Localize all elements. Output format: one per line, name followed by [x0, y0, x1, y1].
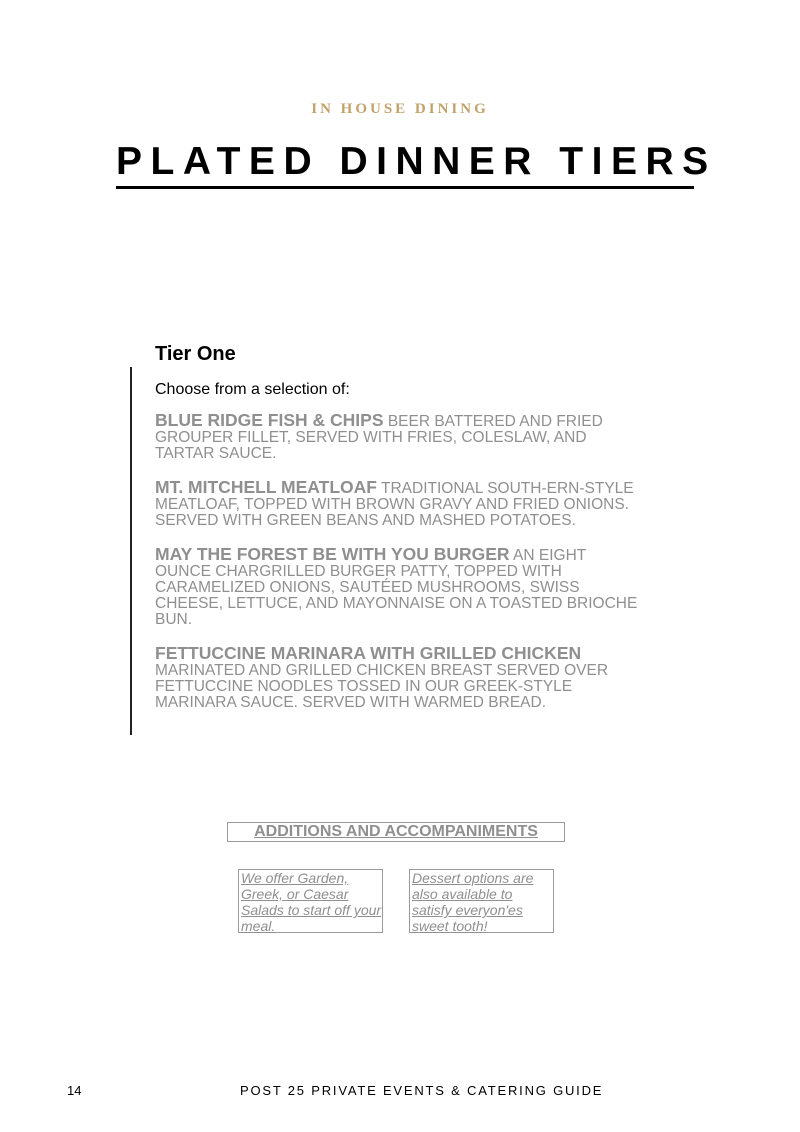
salad-note: We offer Garden, Greek, or Caesar Salads to start off your meal.: [238, 869, 383, 933]
page-number: 14: [67, 1083, 82, 1098]
menu-item-description: TRADITIONAL SOUTH-ERN-STYLE MEATLOAF, TOPPED WITH BROWN GRAVY AND FRIED ONIONS. SERVED WITH GREEN BEANS AND MASHED POTATOES.: [155, 480, 634, 529]
menu-list: [155, 412, 645, 728]
menu-item-name: MT. MITCHELL MEATLOAF: [155, 477, 377, 497]
menu-item-description: AN EIGHT OUNCE CHARGRILLED BURGER PATTY, TOPPED WITH CARAMELIZED ONIONS, SAUTÉED MUSHROOMS, SWISS CHEESE, LETTUCE, AND MAYONNAISE ON A TOASTED BRIOCHE BUN.: [155, 547, 638, 628]
menu-item: [155, 412, 645, 462]
page-title: PLATED DINNER TIERS: [116, 140, 717, 183]
additions-title: ADDITIONS AND ACCOMPANIMENTS: [227, 822, 565, 842]
dessert-note: Dessert options are also available to satisfy everyon'es sweet tooth!: [409, 869, 554, 933]
tier-intro: Choose from a selection of:: [155, 381, 350, 398]
menu-item-description: MARINATED AND GRILLED CHICKEN BREAST SERVED OVER FETTUCCINE NOODLES TOSSED IN OUR GREEK-STYLE MARINARA SAUCE. SERVED WITH WARMED BREAD.: [155, 662, 609, 711]
menu-item: [155, 645, 645, 711]
title-underline: [116, 186, 694, 189]
menu-item-name: FETTUCCINE MARINARA WITH GRILLED CHICKEN: [155, 643, 582, 663]
footer-guide-title: POST 25 PRIVATE EVENTS & CATERING GUIDE: [240, 1083, 604, 1098]
tier-heading: Tier One: [155, 343, 236, 365]
menu-item: [155, 479, 645, 529]
menu-item-description: BEER BATTERED AND FRIED GROUPER FILLET, SERVED WITH FRIES, COLESLAW, AND TARTAR SAUCE.: [155, 413, 603, 462]
section-kicker: IN HOUSE DINING: [311, 101, 489, 117]
menu-item-name: MAY THE FOREST BE WITH YOU BURGER: [155, 544, 510, 564]
menu-item: [155, 546, 645, 628]
vertical-divider: [130, 367, 132, 735]
menu-item-name: BLUE RIDGE FISH & CHIPS: [155, 410, 384, 430]
